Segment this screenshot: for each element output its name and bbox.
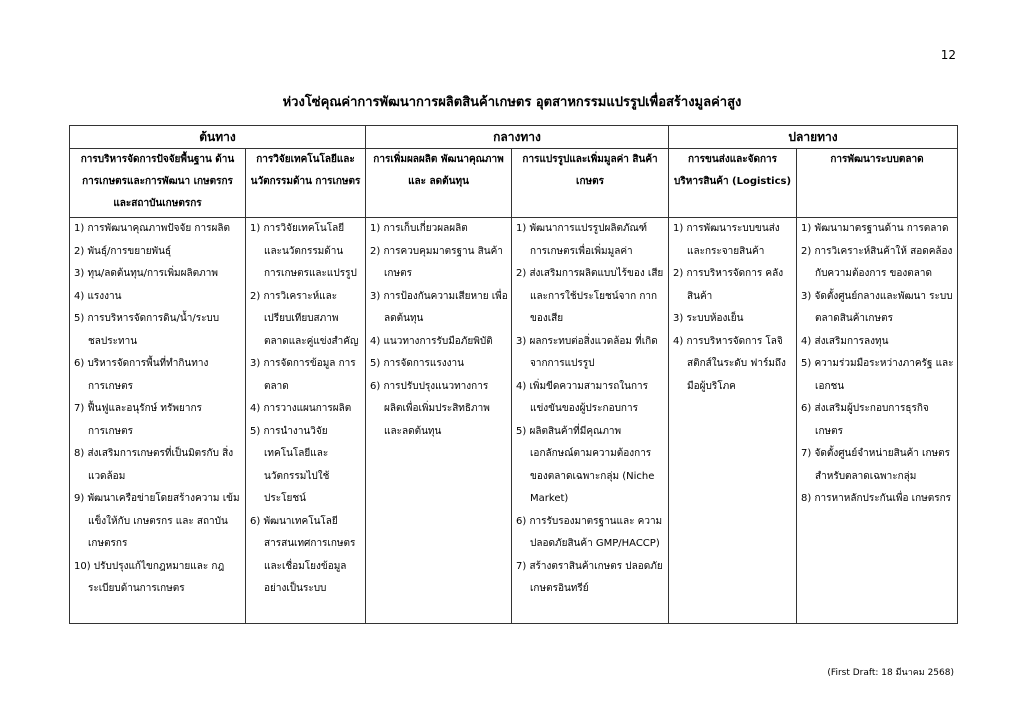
list-item: 4) แรงงาน: [74, 290, 122, 302]
list-item: 5) การจัดการแรงงาน: [370, 358, 464, 369]
list-item: 5) ความร่วมมือระหว่างภาครัฐ และเอกชน: [801, 358, 954, 392]
list-item: 5) การนำงานวิจัย เทคโนโลยีและ นวัตกรรมไปใช้ ประโยชน์: [250, 425, 330, 504]
column-header: การวิจัยเทคโนโลยีและ นวัตกรรมด้าน การเกษตร: [246, 149, 366, 218]
draft-footer: (First Draft: 18 มีนาคม 2568): [827, 668, 954, 678]
stage-upstream: ต้นทาง: [70, 126, 366, 149]
column-header: การขนส่งและจัดการ บริหารสินค้า (Logistics): [669, 149, 797, 218]
page-number: 12: [940, 48, 956, 62]
column-header: การแปรรูปและเพิ่มมูลค่า สินค้าเกษตร: [512, 149, 669, 218]
list-item: 1) พัฒนาการแปรรูปผลิตภัณฑ์ การเกษตรเพื่อเพิ่มมูลค่า: [516, 223, 648, 257]
list-item: 7) สร้างตราสินค้าเกษตร ปลอดภัยเกษตรอินทรีย์: [516, 560, 663, 594]
column-items: [70, 218, 246, 624]
list-item: 8) ส่งเสริมการเกษตรที่เป็นมิตรกับ สิ่งแวดล้อม: [74, 448, 234, 482]
list-item: 5) การบริหารจัดการดิน/น้ำ/ระบบ ชลประทาน: [74, 313, 220, 347]
list-item: 2) การควบคุมมาตรฐาน สินค้าเกษตร: [370, 245, 503, 279]
list-item: 7) ฟื้นฟูและอนุรักษ์ ทรัพยากรการเกษตร: [74, 403, 202, 437]
document-title: ห่วงโซ่คุณค่าการพัฒนาการผลิตสินค้าเกษตร อุตสาหกรรมแปรรูปเพื่อสร้างมูลค่าสูง: [282, 95, 742, 110]
list-item: 7) จัดตั้งศูนย์จำหน่ายสินค้า เกษตรสำหรับตลาดเฉพาะกลุ่ม: [801, 448, 950, 482]
list-item: 4) เพิ่มขีดความสามารถในการ แข่งขันของผู้ประกอบการ: [516, 380, 649, 414]
list-item: 1) พัฒนามาตรฐานด้าน การตลาด: [801, 223, 949, 234]
list-item: 3) จัดตั้งศูนย์กลางและพัฒนา ระบบตลาดสินค้าเกษตร: [801, 290, 953, 324]
column-items: [246, 218, 366, 624]
list-item: 1) การเก็บเกี่ยวผลผลิต: [370, 223, 468, 234]
list-item: 6) ส่งเสริมผู้ประกอบการธุรกิจ เกษตร: [801, 403, 929, 437]
list-item: 6) การรับรองมาตรฐานและ ความปลอดภัยสินค้า GMP/HACCP): [516, 515, 663, 549]
list-item: 6) การปรับปรุงแนวทางการ ผลิตเพื่อเพิ่มประสิทธิภาพ และลดต้นทุน: [370, 380, 490, 437]
stage-midstream: กลางทาง: [366, 126, 669, 149]
list-item: 3) การจัดการข้อมูล การตลาด: [250, 358, 356, 392]
column-items: [797, 218, 958, 624]
list-item: 1) การพัฒนาระบบขนส่ง และกระจายสินค้า: [673, 223, 780, 257]
list-item: 2) การวิเคราะห์และ เปรียบเทียบสภาพ ตลาดและคู่แข่งสำคัญ: [250, 290, 359, 347]
list-item: 3) ผลกระทบต่อสิ่งแวดล้อม ที่เกิดจากการแปรรูป: [516, 335, 658, 369]
list-item: 3) การป้องกันความเสียหาย เพื่อลดต้นทุน: [370, 290, 508, 324]
list-item: 6) บริหารจัดการพื้นที่ทำกินทาง การเกษตร: [74, 358, 209, 392]
list-item: 3) ระบบห้องเย็น: [673, 313, 744, 324]
list-item: 4) แนวทางการรับมือภัยพิบัติ: [370, 335, 493, 347]
list-item: 9) พัฒนาเครือข่ายโดยสร้างความ เข้มแข็งให้กับ เกษตรกร และ สถาบันเกษตรกร: [74, 493, 240, 549]
list-item: 10) ปรับปรุงแก้ไขกฎหมายและ กฎระเบียบด้านการเกษตร: [74, 560, 225, 594]
list-item: 5) ผลิตสินค้าที่มีคุณภาพ เอกลักษณ์ตามความต้องการ ของตลาดเฉพาะกลุ่ม (Niche Market): [516, 425, 655, 504]
list-item: 2) การวิเคราะห์สินค้าให้ สอดคล้องกับความต้องการ ของตลาด: [801, 245, 953, 279]
column-items: [512, 218, 669, 624]
value-chain-table: [69, 125, 958, 624]
list-item: 4) การบริหารจัดการ โลจิสติกส์ในระดับ ฟาร์มถึงมือผู้บริโภค: [673, 335, 786, 392]
list-item: 3) ทุน/ลดต้นทุน/การเพิ่มผลิตภาพ: [74, 268, 218, 279]
column-items: [366, 218, 512, 624]
stage-downstream: ปลายทาง: [669, 126, 958, 149]
list-item: 8) การหาหลักประกันเพื่อ เกษตรกร: [801, 493, 952, 504]
column-header: การพัฒนาระบบตลาด: [797, 149, 958, 218]
column-header: การเพิ่มผลผลิต พัฒนาคุณภาพและ ลดต้นทุน: [366, 149, 512, 218]
list-item: 1) การวิจัยเทคโนโลยี และนวัตกรรมด้าน การเกษตรและแปรรูป: [250, 223, 357, 279]
list-item: 2) ส่งเสริมการผลิตแบบไร้ของ เสีย และการใช้ประโยชน์จาก กากของเสีย: [516, 268, 664, 324]
list-item: 1) การพัฒนาคุณภาพปัจจัย การผลิต: [74, 223, 230, 234]
list-item: 4) ส่งเสริมการลงทุน: [801, 335, 889, 347]
list-item: 6) พัฒนาเทคโนโลยี สารสนเทศการเกษตร และเชื่อมโยงข้อมูล อย่างเป็นระบบ: [250, 515, 356, 594]
column-items: [669, 218, 797, 624]
list-item: 4) การวางแผนการผลิต: [250, 403, 352, 414]
list-item: 2) พันธุ์/การขยายพันธุ์: [74, 245, 172, 257]
column-header: การบริหารจัดการปัจจัยพื้นฐาน ด้าน การเกษตรและการพัฒนา เกษตรกร และสถาบันเกษตรกร: [70, 149, 246, 218]
list-item: 2) การบริหารจัดการ คลังสินค้า: [673, 268, 784, 302]
